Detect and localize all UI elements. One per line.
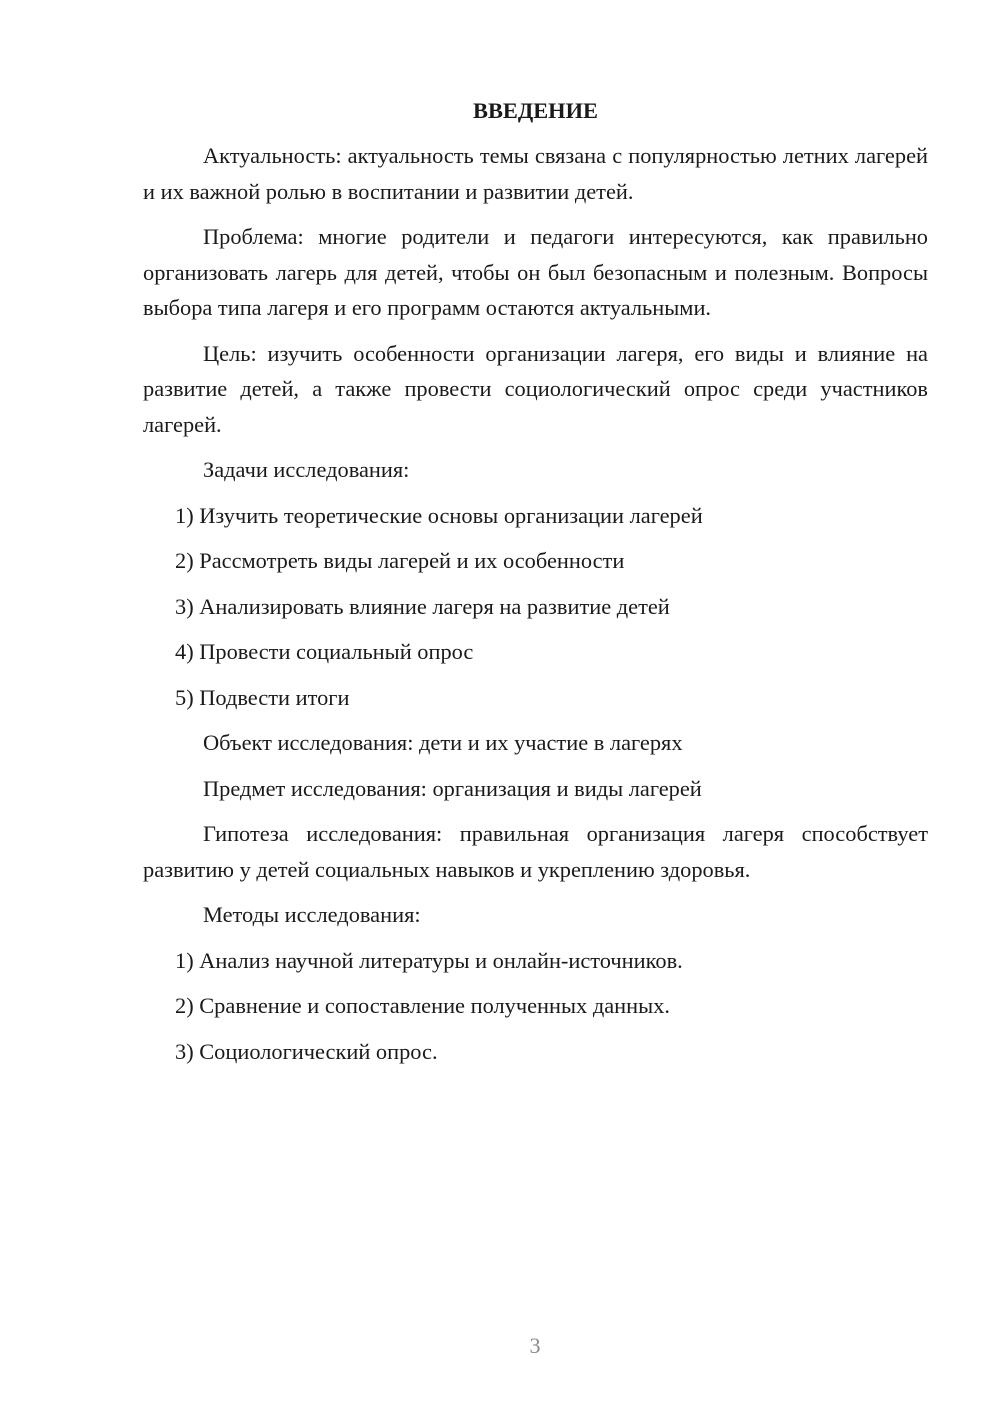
page-title: ВВЕДЕНИЕ — [473, 98, 598, 123]
method-item: 1) Анализ научной литературы и онлайн-источников. — [175, 947, 683, 973]
methods-heading: Методы исследования: — [203, 902, 421, 927]
task-item: 2) Рассмотреть виды лагерей и их особенности — [175, 548, 625, 573]
task-item: 3) Анализировать влияние лагеря на развитие детей — [175, 593, 670, 619]
object-line: Объект исследования: дети и их участие в лагерях — [203, 730, 683, 755]
relevance-paragraph: Актуальность: актуальность темы связана с популярностью летних лагерей и их важной ролью в воспитании и развитии детей. — [143, 143, 928, 204]
task-item: 1) Изучить теоретические основы организации лагерей — [175, 502, 703, 528]
problem-paragraph: Проблема: многие родители и педагоги интересуются, как правильно организовать лагерь для детей, чтобы он был безопасным и полезным. Вопросы выбора типа лагеря и его программ остаются актуальными. — [143, 224, 928, 320]
subject-line: Предмет исследования: организация и виды лагерей — [203, 775, 702, 801]
method-item: 2) Сравнение и сопоставление полученных данных. — [175, 993, 670, 1018]
task-item: 5) Подвести итоги — [175, 684, 350, 710]
page-number: 3 — [529, 1333, 541, 1358]
task-item: 4) Провести социальный опрос — [175, 639, 474, 664]
goal-paragraph: Цель: изучить особенности организации лагеря, его виды и влияние на развитие детей, а также провести социологический опрос среди участников лагерей. — [143, 340, 928, 437]
method-item: 3) Социологический опрос. — [175, 1038, 438, 1064]
document-page — [143, 95, 928, 1079]
tasks-heading: Задачи исследования: — [203, 457, 410, 482]
hypothesis-paragraph: Гипотеза исследования: правильная организация лагеря способствует развитию у детей социальных навыков и укреплению здоровья. — [143, 821, 928, 882]
